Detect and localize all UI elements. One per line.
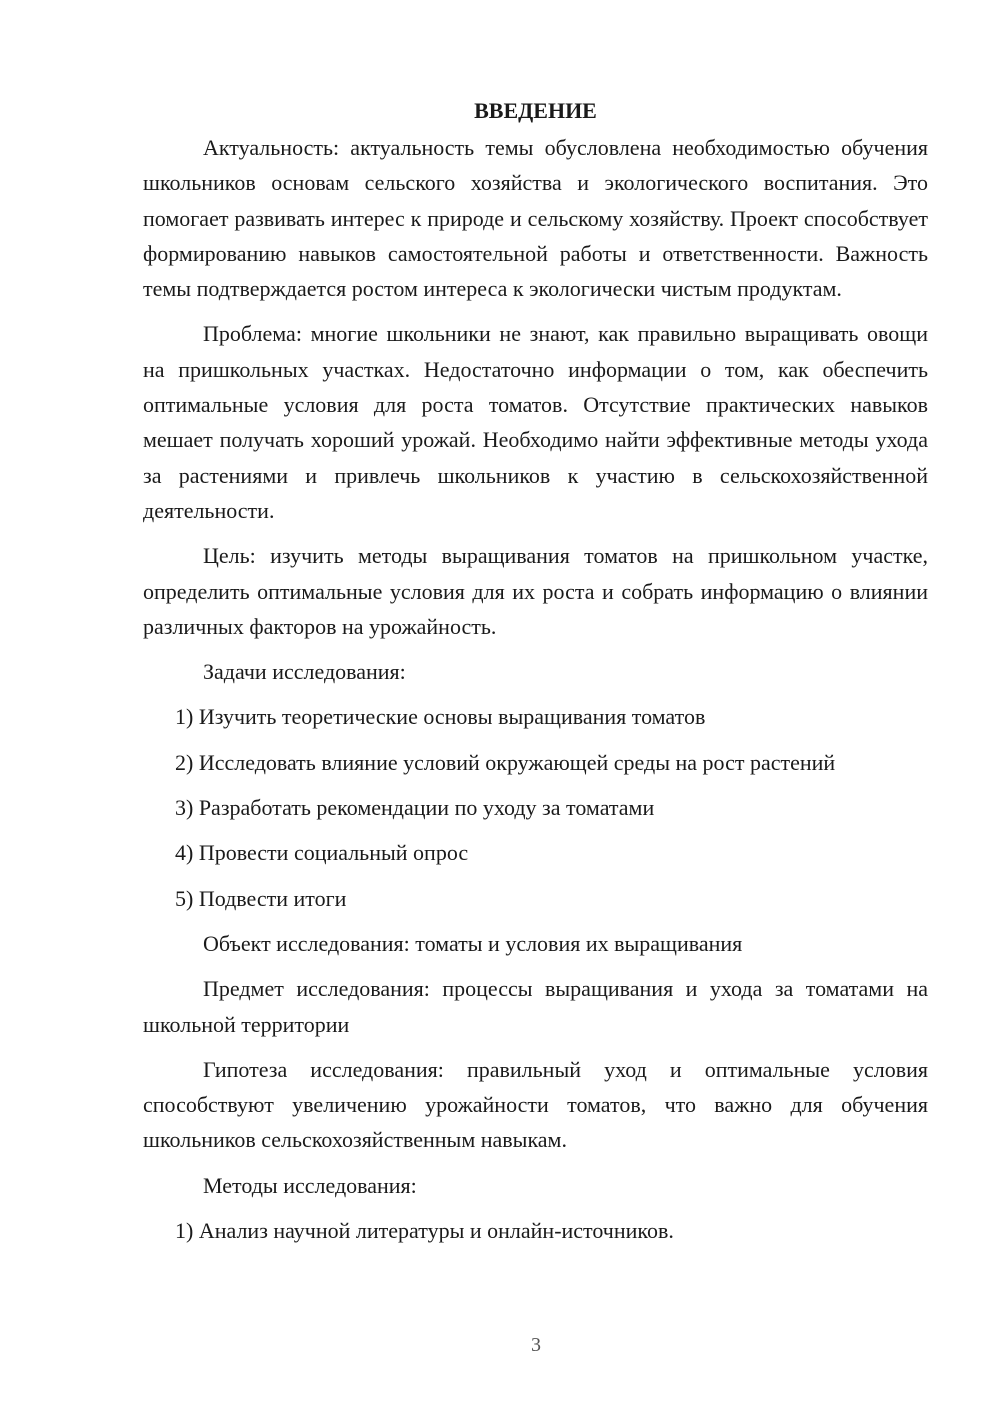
subject-paragraph: Предмет исследования: процессы выращивания и ухода за томатами на школьной территории [143, 976, 928, 1037]
task-item: 2) Исследовать влияние условий окружающей среды на рост растений [175, 749, 836, 775]
page-title: ВВЕДЕНИЕ [474, 98, 597, 123]
task-item: 3) Разработать рекомендации по уходу за томатами [175, 795, 655, 821]
hypothesis-paragraph: Гипотеза исследования: правильный уход и оптимальные условия способствуют увеличению урожайности томатов, что важно для обучения школьников сельскохозяйственным навыкам. [143, 1056, 928, 1153]
page-number: 3 [531, 1334, 541, 1356]
task-item: 5) Подвести итоги [175, 885, 347, 911]
problem-paragraph: Проблема: многие школьники не знают, как правильно выращивать овощи на пришкольных участках. Недостаточно информации о том, как обеспечить оптимальные условия для роста томатов. Отсутствие практических навыков мешает получать хороший урожай. Необходимо найти эффективные методы ухода за растениями и привлечь школьников к участию в сельскохозяйственной деятельности. [143, 321, 928, 523]
relevance-paragraph: Актуальность: актуальность темы обусловлена необходимостью обучения школьников основам сельского хозяйства и экологического воспитания. Это помогает развивать интерес к природе и сельскому хозяйству. Проект способствует формированию навыков самостоятельной работы и ответственности. Важность темы подтверждается ростом интереса к экологически чистым продуктам. [143, 135, 928, 302]
task-item: 1) Изучить теоретические основы выращивания томатов [175, 704, 706, 730]
method-item: 1) Анализ научной литературы и онлайн-источников. [175, 1218, 674, 1244]
tasks-heading: Задачи исследования: [203, 659, 406, 685]
page-content [143, 96, 928, 1258]
goal-paragraph: Цель: изучить методы выращивания томатов на пришкольном участке, определить оптимальные условия для их роста и собрать информацию о влиянии различных факторов на урожайность. [143, 543, 928, 639]
methods-heading: Методы исследования: [203, 1172, 417, 1198]
task-item: 4) Провести социальный опрос [175, 840, 469, 866]
object-paragraph: Объект исследования: томаты и условия их выращивания [203, 930, 743, 956]
